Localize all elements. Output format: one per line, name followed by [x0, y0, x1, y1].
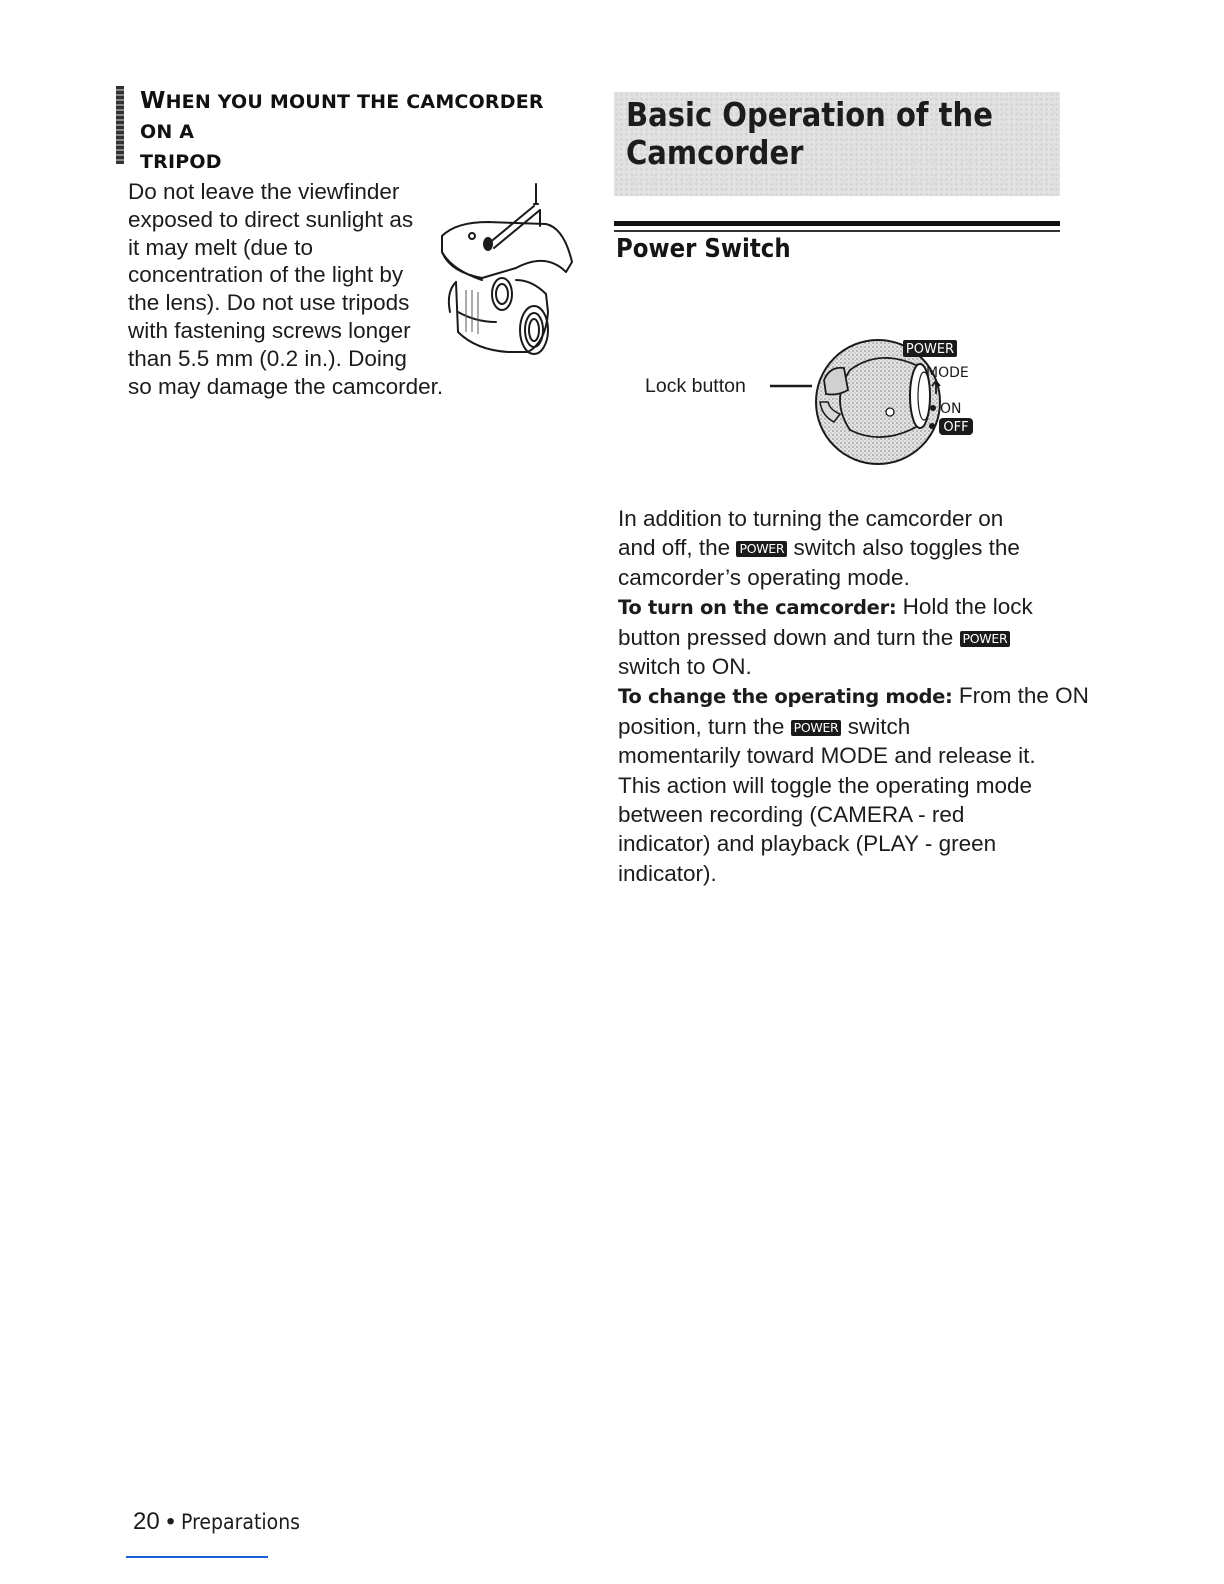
- text-line: This action will toggle the operating mode: [618, 772, 1032, 798]
- warning-heading-line1: HEN YOU MOUNT THE CAMCORDER ON A: [140, 91, 544, 143]
- text-fragment: button pressed down and turn the: [618, 624, 954, 650]
- warning-line: the lens). Do not use tripods: [128, 290, 410, 316]
- mode-label: MODE: [926, 365, 969, 381]
- chapter-title: [626, 96, 996, 172]
- chapter-title-line2: Camcorder: [626, 133, 804, 172]
- turn-on-label: To turn on the camcorder:: [618, 596, 897, 620]
- text-fragment: switch also toggles the: [793, 535, 1020, 561]
- text-line: [618, 712, 1068, 741]
- text-line: indicator) and playback (PLAY - green: [618, 831, 997, 857]
- off-tag-label: OFF: [943, 420, 969, 435]
- text-line: camcorder’s operating mode.: [618, 564, 910, 590]
- chapter-title-line1: Basic Operation of the: [626, 95, 993, 134]
- text-line: [618, 623, 1068, 652]
- text-line: switch to ON.: [618, 654, 752, 680]
- power-switch-diagram: [760, 330, 990, 470]
- section-rule-thick: [614, 221, 1060, 226]
- power-tag-label: POWER: [905, 342, 955, 357]
- section-title: Power Switch: [616, 234, 791, 264]
- warning-line: with fastening screws longer: [128, 317, 411, 343]
- footer-section-name: Preparations: [181, 1510, 301, 1534]
- warning-heading-initial: W: [140, 88, 166, 114]
- warning-line: it may melt (due to: [128, 234, 314, 260]
- footer-bullet: •: [166, 1508, 175, 1535]
- warning-line: exposed to direct sunlight as: [128, 206, 414, 232]
- text-fragment: and off, the: [618, 535, 731, 561]
- off-dot-icon: [929, 423, 935, 429]
- camcorder-tripod-illustration: [436, 182, 586, 372]
- change-mode-label: To change the operating mode:: [618, 685, 953, 709]
- power-inline-tag: POWER: [791, 720, 842, 736]
- warning-line: concentration of the light by: [128, 262, 404, 288]
- text-line: momentarily toward MODE and release it.: [618, 743, 1036, 769]
- text-fragment: From the ON: [958, 683, 1089, 709]
- text-fragment: switch: [847, 713, 911, 739]
- text-line: [618, 533, 1068, 562]
- power-inline-tag: POWER: [960, 631, 1011, 647]
- footer-rule: [126, 1556, 268, 1558]
- text-fragment: Hold the lock: [902, 594, 1033, 620]
- on-label: ON: [940, 401, 962, 417]
- text-line: [618, 681, 1089, 711]
- page-number: 20: [133, 1508, 160, 1535]
- warning-heading-line2: TRIPOD: [140, 151, 222, 173]
- lock-button-label: Lock button: [645, 375, 746, 397]
- power-inline-tag: POWER: [736, 541, 787, 557]
- page-footer: [133, 1508, 314, 1536]
- text-line: indicator).: [618, 860, 717, 886]
- warning-line: than 5.5 mm (0.2 in.). Doing: [128, 345, 407, 371]
- section-rule-thin: [614, 230, 1060, 232]
- power-dial-icon: [816, 340, 940, 464]
- on-dot-icon: [930, 405, 936, 411]
- warning-line: so may damage the camcorder.: [128, 373, 444, 399]
- text-line: between recording (CAMERA - red: [618, 802, 965, 828]
- warning-body: [128, 178, 458, 400]
- warning-heading: [140, 86, 560, 177]
- note-marker-bar: [116, 86, 124, 164]
- text-line: In addition to turning the camcorder on: [618, 506, 1004, 531]
- warning-line: Do not leave the viewfinder: [128, 179, 400, 204]
- text-fragment: position, turn the: [618, 713, 785, 739]
- text-line: [618, 592, 1068, 622]
- power-switch-description: [618, 504, 1089, 888]
